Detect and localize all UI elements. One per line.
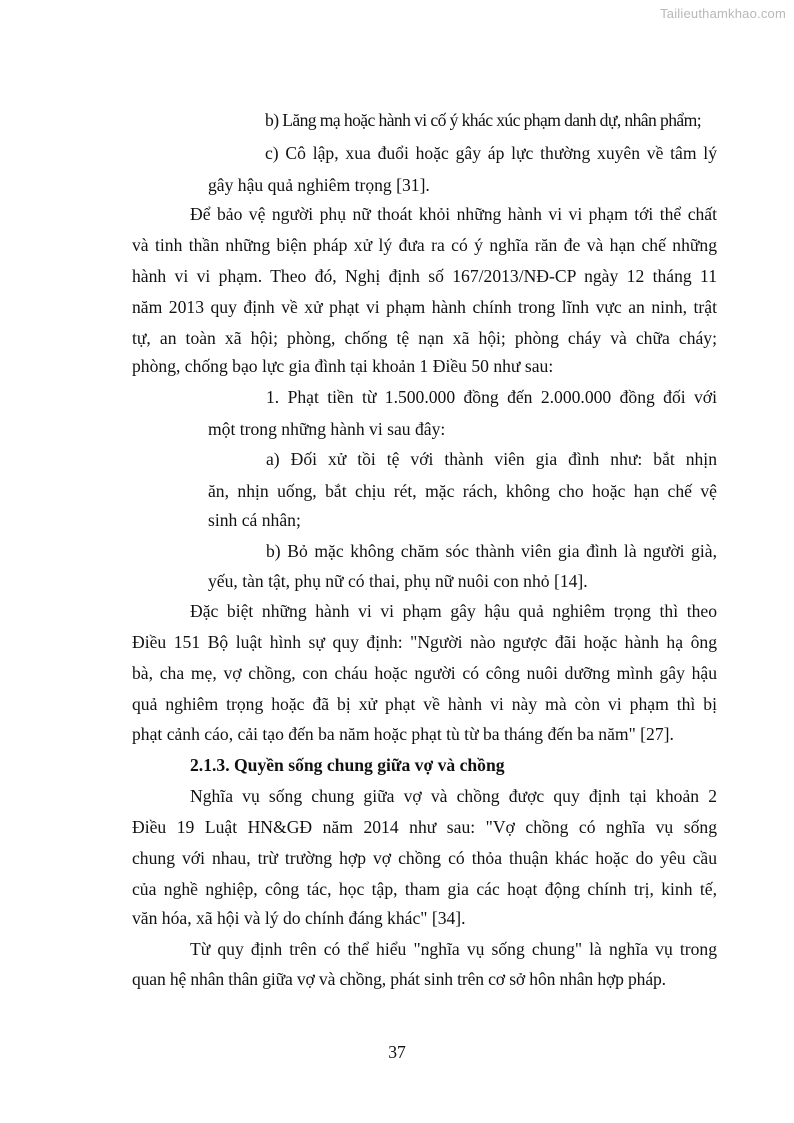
- paragraph4-line1: Từ quy định trên có thể hiểu "nghĩa vụ sống chung" là nghĩa vụ trong: [190, 939, 717, 959]
- quote2-line4: ăn, nhịn uống, bắt chịu rét, mặc rách, không cho hoặc hạn chế vệ: [208, 481, 717, 501]
- quote1-line2: c) Cô lập, xua đuổi hoặc gây áp lực thường xuyên về tâm lý: [265, 143, 717, 163]
- paragraph2-line5: phạt cảnh cáo, cải tạo đến ba năm hoặc phạt tù từ ba tháng đến ba năm" [27].: [132, 724, 674, 744]
- quote1-line1: b) Lăng mạ hoặc hành vi cố ý khác xúc phạm danh dự, nhân phẩm;: [265, 110, 701, 130]
- paragraph1-line1: Để bảo vệ người phụ nữ thoát khỏi những hành vi vi phạm tới thể chất: [190, 204, 717, 224]
- paragraph2-line3: bà, cha mẹ, vợ chồng, con cháu hoặc người có công nuôi dưỡng mình gây hậu: [132, 663, 717, 683]
- page-number: 37: [388, 1042, 406, 1062]
- paragraph1-line4: năm 2013 quy định về xử phạt vi phạm hành chính trong lĩnh vực an ninh, trật: [132, 297, 717, 317]
- quote2-line1: 1. Phạt tiền từ 1.500.000 đồng đến 2.000.000 đồng đối với: [266, 387, 717, 407]
- watermark: Tailieuthamkhao.com: [660, 6, 786, 21]
- paragraph1-line3: hành vi vi phạm. Theo đó, Nghị định số 167/2013/NĐ-CP ngày 12 tháng 11: [132, 266, 717, 286]
- paragraph2-line1: Đặc biệt những hành vi vi phạm gây hậu quả nghiêm trọng thì theo: [190, 601, 717, 621]
- quote2-line6: b) Bỏ mặc không chăm sóc thành viên gia đình là người già,: [266, 541, 717, 561]
- paragraph2-line4: quả nghiêm trọng hoặc đã bị xử phạt về hành vi này mà còn vi phạm thì bị: [132, 694, 717, 714]
- quote1-line3: gây hậu quả nghiêm trọng [31].: [208, 175, 430, 195]
- paragraph4-line2: quan hệ nhân thân giữa vợ và chồng, phát sinh trên cơ sở hôn nhân hợp pháp.: [132, 969, 666, 989]
- quote2-line7: yếu, tàn tật, phụ nữ có thai, phụ nữ nuôi con nhỏ [14].: [208, 571, 588, 591]
- section-heading: 2.1.3. Quyền sống chung giữa vợ và chồng: [190, 755, 505, 775]
- paragraph1-line2: và tinh thần những biện pháp xử lý đưa ra có ý nghĩa răn đe và hạn chế những: [132, 235, 717, 255]
- quote2-line3: a) Đối xử tồi tệ với thành viên gia đình như: bắt nhịn: [266, 449, 717, 469]
- quote2-line5: sinh cá nhân;: [208, 510, 301, 530]
- paragraph3-line1: Nghĩa vụ sống chung giữa vợ và chồng được quy định tại khoản 2: [190, 786, 717, 806]
- quote2-line2: một trong những hành vi sau đây:: [208, 419, 446, 439]
- paragraph1-line6: phòng, chống bạo lực gia đình tại khoản 1 Điều 50 như sau:: [132, 356, 554, 376]
- paragraph3-line2: Điều 19 Luật HN&GĐ năm 2014 như sau: "Vợ chồng có nghĩa vụ sống: [132, 817, 717, 837]
- paragraph1-line5: tự, an toàn xã hội; phòng, chống tệ nạn xã hội; phòng cháy và chữa cháy;: [132, 328, 717, 348]
- paragraph3-line3: chung với nhau, trừ trường hợp vợ chồng có thỏa thuận khác hoặc do yêu cầu: [132, 848, 717, 868]
- paragraph2-line2: Điều 151 Bộ luật hình sự quy định: "Người nào ngược đãi hoặc hành hạ ông: [132, 632, 717, 652]
- paragraph3-line4: của nghề nghiệp, công tác, học tập, tham gia các hoạt động chính trị, kinh tế,: [132, 879, 717, 899]
- paragraph3-line5: văn hóa, xã hội và lý do chính đáng khác" [34].: [132, 908, 466, 928]
